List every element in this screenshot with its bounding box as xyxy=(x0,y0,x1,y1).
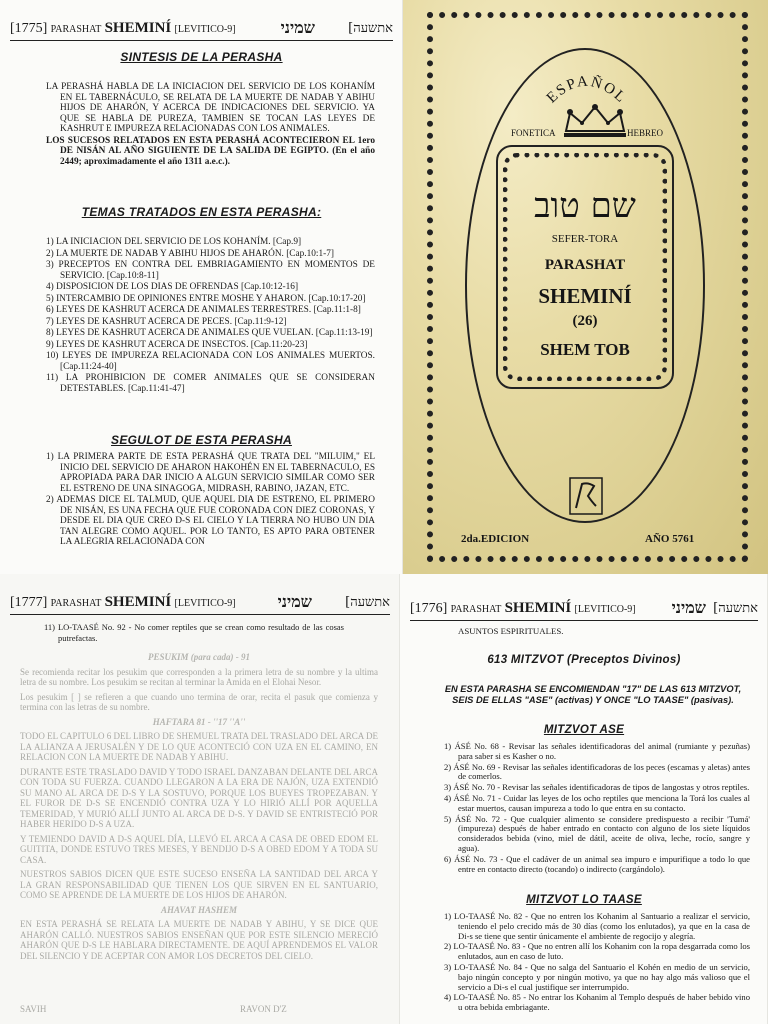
topics-list xyxy=(46,237,375,395)
page-header xyxy=(10,594,390,614)
hebreo-label: HEBREO xyxy=(627,128,663,138)
faded-paragraph: NUESTROS SABIOS DICEN QUE ESTE SUCESO ENSEÑA LA SANTIDAD DEL ARCA Y LA GRAN RESPONSABILIDAD QUE TIENEN LOS QUE SIRVEN EN EL SANTUARIO, COMO SE APRENDE DE LA MUERTE DE LOS HIJOS DE AHARÓN. xyxy=(20,869,378,900)
list-item: 1) LA PRIMERA PARTE DE ESTA PERASHÁ QUE TRATA DEL "MILUIM," EL INICIO DEL SERVICIO DE AHARON HAKOHÉN EN EL TABERNACULO, ES APROPIADA PARA DAR INICIO A ALGUN SERVICIO SIMILAR COMO SER EL ESTRENO DE UNA SINAGOGA, MIDRASH, RABINO, JAZAN, ETC. xyxy=(46,452,375,494)
ase-list xyxy=(444,742,750,875)
list-item: 4) DISPOSICION DE LOS DIAS DE OFRENDAS [Cap.10:12-16] xyxy=(46,282,299,292)
page-number: [1776] xyxy=(410,601,448,616)
intro-block xyxy=(46,82,375,168)
page-1777 xyxy=(0,574,400,1024)
faded-heading: AHAVAT HASHEM xyxy=(161,904,237,915)
intro-paragraph: LOS SUCESOS RELATADOS EN ESTA PERASHÁ ACONTECIERON EL 1ero DE NISÁN AL AÑO SIGUIENTE DE LA SALIDA DE EGIPTO. (En el año 2449; aproximadamente el año 1311 a.e.c.). xyxy=(46,135,375,167)
list-item: 6) ÁSÉ No. 73 - Que el cadáver de un animal sea impuro e impurifique a todo lo que entre en contacto directo (tocando) o indirecto (cargándolo). xyxy=(444,853,750,874)
header-rule xyxy=(10,614,390,615)
parashat-label: PARASHAT xyxy=(544,257,626,273)
hebrew-cover-title: שם טוב xyxy=(534,186,636,226)
hebrew-title: שמיני xyxy=(280,18,315,37)
section-title-ase: MITZVOT ASE xyxy=(543,724,625,736)
parashat-label: PARASHAT xyxy=(450,604,502,615)
hebrew-title: שמיני xyxy=(277,592,312,611)
parashat-label: PARASHAT xyxy=(50,598,102,609)
section-title-temas: TEMAS TRATADOS EN ESTA PERASHA: xyxy=(81,205,322,219)
espanol-label: ESPAÑOL xyxy=(543,73,630,107)
faded-paragraph: TODO EL CAPITULO 6 DEL LIBRO DE SHEMUEL TRATA DEL TRASLADO DEL ARCA DE LA ALIANZA A JERUSALÉN Y DE LO QUE ACONTECIÓ CON UZA EN EL CAMINO, EN RELACION CON LA MUERTE DE NADAB Y ABIHU. xyxy=(20,731,378,762)
hebrew-title: שמיני xyxy=(671,598,706,617)
segulot-list xyxy=(46,452,375,549)
mitzva-item xyxy=(44,622,344,644)
page-1775 xyxy=(0,0,403,574)
list-item: 10) LEYES DE IMPUREZA RELACIONADA CON LOS ANIMALES MUERTOS. [Cap.11:24-40] xyxy=(46,351,375,372)
list-item: 6) LEYES DE KASHRUT ACERCA DE ANIMALES TERRESTRES. [Cap.11:1-8] xyxy=(46,305,361,315)
book-label: [LEVITICO-9] xyxy=(574,604,636,615)
hebrew-year: [אתשעה xyxy=(348,21,393,36)
list-item: 4) LO-TAASÉ No. 85 - No entrar los Kohanim al Templo después de haber bebido vino u otra bebida embriagante. xyxy=(444,992,750,1013)
list-item: 8) LEYES DE KASHRUT ACERCA DE ANIMALES QUE VUELAN. [Cap.11:13-19] xyxy=(46,328,373,338)
parasha-number: (26) xyxy=(572,313,598,329)
list-item: 9) LEYES DE KASHRUT ACERCA DE INSECTOS. [Cap.11:20-23] xyxy=(46,339,308,350)
list-item: 3) LO-TAASÉ No. 84 - Que no salga del Santuario el Kohén en medio de un servicio, bajo ningún concepto y por ningún motivo, ya que no hay algo más valioso que el servicio a Di-s el cual justifique ser interrumpido. xyxy=(444,961,750,992)
hebrew-year: [אתשעה xyxy=(713,601,758,616)
book-cover xyxy=(403,0,768,574)
lo-taase-list xyxy=(444,912,750,1014)
intro-paragraph: LA PERASHÁ HABLA DE LA INICIACION DEL SERVICIO DE LOS KOHANÍM EN EL TABERNÁCULO, SE RELATA DE LA MUERTE DE NADAB Y ABIHU HIJOS DE AHARÓN, Y ACERCA DE INDICACIONES DEL SERVICIO. YA QUE SE HABLA DE PUREZA, TAMBIEN SE TOCAN LAS LEYES DE KASHRUT E IMPUREZA RELACIONADAS CON LOS ANIMALES. xyxy=(46,82,375,134)
list-item: 2) ADEMAS DICE EL TALMUD, QUE AQUEL DIA DE ESTRENO, EL PRIMERO DE NISÁN, ES UNA FECHA QUE FUE CORONADA CON DIEZ CORONAS, Y DESDE EL DIA QUE CREO D-S EL CIELO Y LA TIERRA NO HUBO UN DIA TAN ALEGRE COMO AQUEL. POR LO TANTO, ES APTO PARA OBTENER LA ALEGRIA RELACIONADA CON xyxy=(46,495,375,547)
section-title-sintesis: SINTESIS DE LA PERASHA xyxy=(120,50,283,64)
parasha-name: SHEMINÍ xyxy=(504,600,572,616)
faded-paragraph: DURANTE ESTE TRASLADO DAVID Y TODO ISRAEL DANZABAN DELANTE DEL ARCA CON TODA SU FUERZA. CUANDO LLEGARON A LA ERA DE NAJÓN, UZA EXTENDIÓ SU MANO AL ARCA DE D-S Y LA SOSTUVO, PORQUE LOS BUEYES TROPEZABAN. Y EL FUROR DE D-S SE ENCENDIÓ CONTRA UZA Y LO HIRIÓ ALLÍ POR AQUELLA TEMERIDAD, Y MURIÓ ALLÍ JUNTO AL ARCA DE D-S. Y DAVID SE ENTRISTECIÓ POR HABER HERIDO D-S A UZA. xyxy=(20,766,378,829)
edition-label: 2da.EDICION xyxy=(461,533,530,545)
section-title-613: 613 MITZVOT (Preceptos Divinos) xyxy=(487,654,681,666)
list-item: 1) ÁSÉ No. 68 - Revisar las señales identificadoras del animal (rumiante y pezuñas) para saber si es Kasher o no. xyxy=(444,741,750,761)
list-item: 2) LA MUERTE DE NADAB Y ABIHU HIJOS DE AHARÓN. [Cap.10:1-7] xyxy=(46,248,334,259)
parasha-name: SHEMINÍ xyxy=(538,284,632,308)
faded-heading: PESUKIM (para cada) - 91 xyxy=(147,652,250,662)
mitzvot-summary: EN ESTA PARASHA SE ENCOMIENDAN "17" DE LAS 613 MITZVOT, SEIS DE ELLAS "ASE" (activas) Y ONCE "LO TAASE" (pasivas). xyxy=(444,684,742,705)
faded-footer-left: SAVIH xyxy=(20,1004,47,1014)
page-header xyxy=(410,600,758,620)
faded-text xyxy=(20,652,378,965)
year-label: AÑO 5761 xyxy=(645,533,695,545)
page-number: [1777] xyxy=(10,595,48,610)
parashat-label: PARASHAT xyxy=(50,24,102,35)
header-rule xyxy=(10,40,393,41)
list-item: 2) LO-TAASÉ No. 83 - Que no entren allí los Kohanim con la ropa desgarrada como los enlutados, aun en caso de luto. xyxy=(444,941,750,962)
faded-footer-right: RAVON D'Z xyxy=(240,1004,287,1014)
page-number: [1775] xyxy=(10,21,48,36)
header-rule xyxy=(410,620,758,621)
svg-text:ESPAÑOL xyxy=(544,74,630,107)
hebrew-year: [אתשעה xyxy=(345,595,390,610)
list-item: 1) LA INICIACION DEL SERVICIO DE LOS KOHANÍM. [Cap.9] xyxy=(46,237,302,247)
list-item: 3) PRECEPTOS EN CONTRA DEL EMBRIAGAMIENTO EN MOMENTOS DE SERVICIO. [Cap.10:8-11] xyxy=(46,260,375,281)
fonetica-label: FONETICA xyxy=(511,128,556,138)
faded-heading: HAFTARA 81 - ''17 ''A'' xyxy=(152,716,246,727)
list-item: 1) LO-TAASÉ No. 82 - Que no entren los Kohanim al Santuario a realizar el servicio, teniendo el pelo crecido más de 30 días (como los enlutados), ya que en la casa de Di-s se tiene que sentir únicamente el ambiente de regocijo y alegría. xyxy=(444,911,750,941)
page-header xyxy=(10,20,393,40)
list-item: 5) ÁSÉ No. 72 - Que cualquier alimento se considere predispuesto a recibir 'Tumá' (impureza) después de haber entrado en contacto con alguno de los siete líquidos considerados bebida (vino, miel de dátil, aceite de oliva, leche, rocío, sangre y agua). xyxy=(444,813,750,853)
list-item: 3) ÁSÉ No. 70 - Revisar las señales identificadoras de tipos de langostas y otros reptiles. xyxy=(444,782,750,793)
faded-paragraph: EN ESTA PERASHÁ SE RELATA LA MUERTE DE NADAB Y ABIHU, Y SE DICE QUE AHARÓN CALLÓ. NUESTROS SABIOS ENSEÑAN QUE POR ESTE SILENCIO MERECIÓ AHARÓN QUE D-S LE HABLARA DIRECTAMENTE. DE AQUÍ APRENDEMOS EL VALOR DEL SILENCIO Y DE ACEPTAR CON AMOR LOS DECRETOS DEL CIELO. xyxy=(20,919,378,961)
crown-icon xyxy=(560,103,630,139)
faded-paragraph: Los pesukim [ ] se refieren a que cuando uno termina de orar, recita el pasuk que comienza y termina con las letras de su nombre. xyxy=(20,691,378,712)
sefer-tora-label: SEFER-TORA xyxy=(551,233,619,245)
book-label: [LEVITICO-9] xyxy=(174,24,236,35)
section-title-lo-taase: MITZVOT LO TAASE xyxy=(526,894,642,906)
shem-tob-label: SHEM TOB xyxy=(540,340,630,359)
list-item: 2) ÁSÉ No. 69 - Revisar las señales identificadoras de los peces (escamas y aletas) antes de comerlos. xyxy=(444,761,750,782)
scroll-logo-icon xyxy=(568,476,604,516)
faded-paragraph: Y TEMIENDO DAVID A D-S AQUEL DÍA, LLEVÓ EL ARCA A CASA DE OBED EDOM EL GUITITA, DONDE ESTUVO TRES MESES, Y BENDIJO D-S A OBED EDOM Y A TODA SU CASA. xyxy=(20,833,378,865)
page-1776 xyxy=(400,574,768,1024)
list-item: 11) LA PROHIBICION DE COMER ANIMALES QUE SE CONSIDERAN DETESTABLES. [Cap.11:41-47] xyxy=(46,373,375,394)
section-title-segulot: SEGULOT DE ESTA PERASHA xyxy=(111,433,292,447)
list-item: 7) LEYES DE KASHRUT ACERCA DE PECES. [Cap.11:9-12] xyxy=(46,316,287,327)
list-item: 5) INTERCAMBIO DE OPINIONES ENTRE MOSHE Y AHARON. [Cap.10:17-20] xyxy=(46,293,366,304)
continued-text: ASUNTOS ESPIRITUALES. xyxy=(458,626,564,636)
parasha-name: SHEMINÍ xyxy=(104,20,172,36)
book-label: [LEVITICO-9] xyxy=(174,598,236,609)
list-item: 11) LO-TAASÉ No. 92 - No comer reptiles que se crean como resultado de las cosas putrefactas. xyxy=(44,622,344,643)
parasha-name: SHEMINÍ xyxy=(104,594,172,610)
faded-paragraph: Se recomienda recitar los pesukim que corresponden a la primera letra de su nombre y la ultima letra de su nombre. Los pesukim se recitan al terminar la Amida en el Elohai Nesor. xyxy=(20,666,378,687)
list-item: 4) ÁSÉ No. 71 - Cuidar las leyes de los ocho reptiles que menciona la Torá los cuales al estar muertos, causan impureza a todo lo que entra en su contacto. xyxy=(444,792,750,813)
